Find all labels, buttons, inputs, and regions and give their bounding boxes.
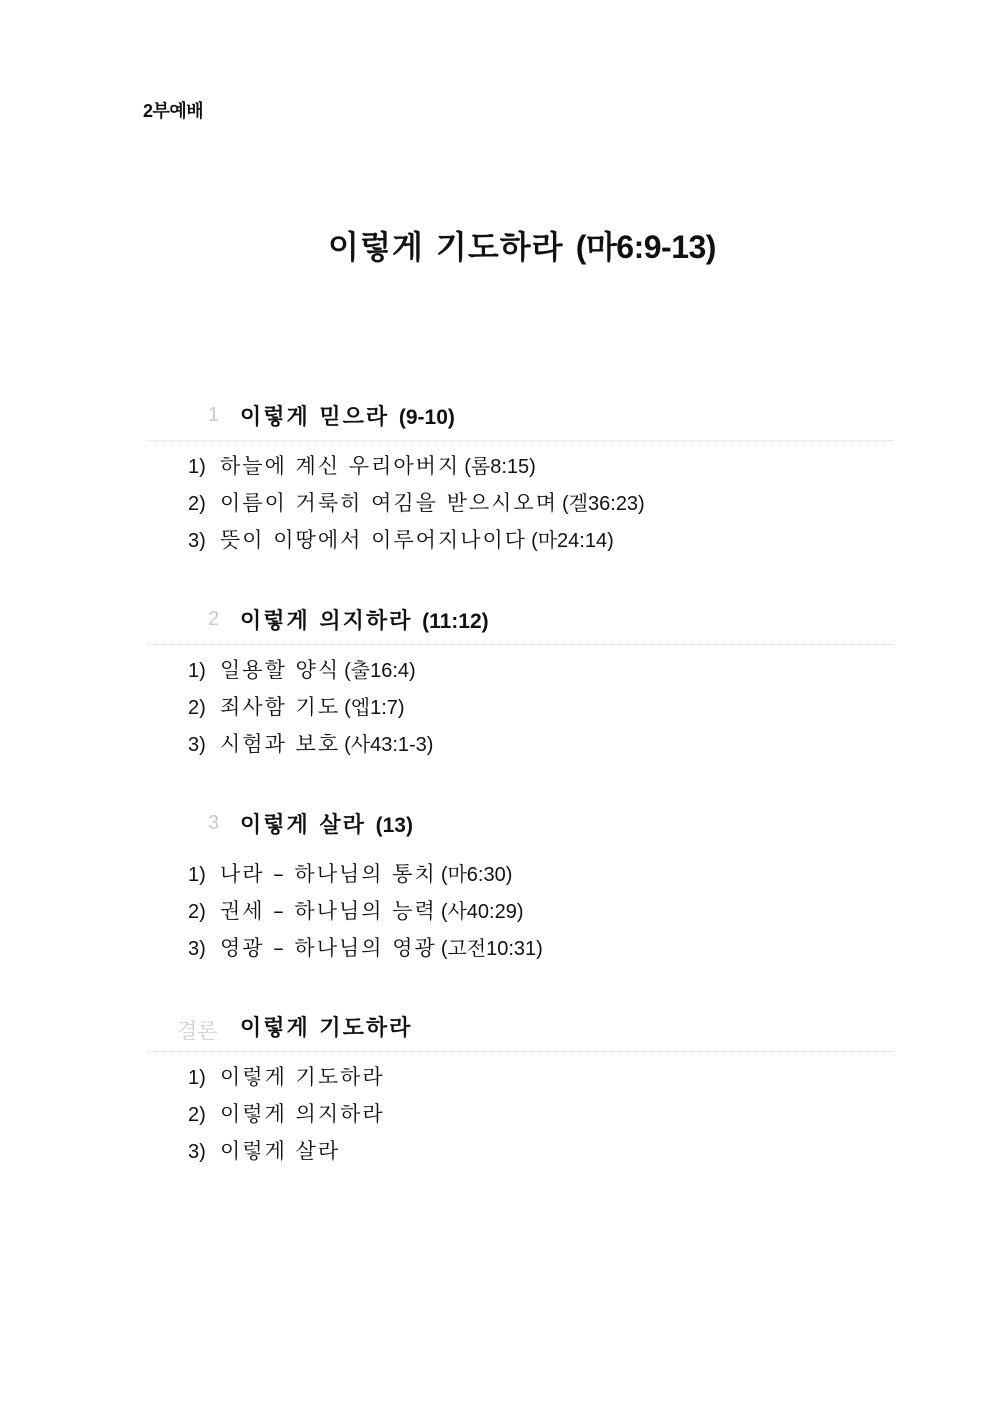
item-text: 이렇게 의지하라 (220, 1102, 385, 1126)
section-title (240, 604, 489, 635)
section-items (188, 858, 543, 969)
item-text: 시험과 보호 (220, 732, 341, 756)
list-item (188, 895, 543, 932)
item-number: 1) (188, 660, 206, 682)
section-title (240, 1011, 412, 1042)
item-number: 2) (188, 697, 206, 719)
page-title (0, 222, 996, 268)
item-number: 3) (188, 530, 206, 552)
section-items (188, 450, 645, 561)
item-text: 죄사함 기도 (220, 695, 341, 719)
item-number: 3) (188, 1141, 206, 1163)
list-item (188, 932, 543, 969)
item-number: 3) (188, 938, 206, 960)
section-title-text: 이렇게 믿으라 (240, 405, 390, 430)
item-number: 2) (188, 1104, 206, 1126)
item-text: 이름이 거룩히 여김을 받으시오며 (220, 491, 559, 515)
outline-section-2 (0, 604, 996, 756)
item-reference: (사40:29) (440, 901, 524, 923)
section-number: 2 (208, 608, 220, 630)
section-title-reference: (11:12) (422, 610, 489, 633)
section-divider (148, 440, 893, 441)
list-item (188, 654, 433, 691)
item-reference: (고전10:31) (440, 938, 543, 960)
item-number: 1) (188, 456, 206, 478)
list-item (188, 858, 543, 895)
section-title (240, 808, 413, 839)
list-item (188, 691, 433, 728)
item-reference: (마24:14) (531, 530, 614, 552)
section-heading (0, 400, 996, 434)
section-title (240, 400, 455, 431)
list-item (188, 524, 645, 561)
section-divider (148, 1051, 893, 1052)
item-reference: (롬8:15) (464, 456, 536, 478)
list-item (188, 1135, 385, 1172)
list-item (188, 1098, 385, 1135)
section-items (188, 1061, 385, 1172)
item-number: 2) (188, 901, 206, 923)
list-item (188, 450, 645, 487)
item-reference: (마6:30) (440, 864, 513, 886)
item-text: 나라 – 하나님의 통치 (220, 862, 437, 886)
item-text: 이렇게 살라 (220, 1139, 341, 1163)
section-number: 3 (208, 812, 220, 834)
outline-section-3 (0, 808, 996, 960)
item-text: 권세 – 하나님의 능력 (220, 899, 437, 923)
section-heading (0, 1011, 996, 1045)
section-title-text: 이렇게 살라 (240, 813, 366, 838)
item-reference: (엡1:7) (344, 697, 405, 719)
item-number: 1) (188, 864, 206, 886)
title-main: 이렇게 기도하라 (328, 228, 564, 266)
section-heading (0, 604, 996, 638)
service-label: 2부예배 (143, 101, 204, 121)
item-number: 2) (188, 493, 206, 515)
section-divider (148, 644, 893, 645)
section-items (188, 654, 433, 765)
item-text: 하늘에 계신 우리아버지 (220, 454, 461, 478)
outline-section-1 (0, 400, 996, 552)
section-title-text: 이렇게 의지하라 (240, 609, 413, 634)
section-title-text: 이렇게 기도하라 (240, 1016, 413, 1041)
outline-section-conclusion (0, 1011, 996, 1163)
section-number: 결론 (177, 1019, 218, 1043)
section-title-reference: (9-10) (398, 406, 455, 429)
item-text: 영광 – 하나님의 영광 (220, 936, 437, 960)
list-item (188, 728, 433, 765)
item-reference: (사43:1-3) (344, 734, 434, 756)
section-title-reference: (13) (375, 814, 413, 837)
title-reference: (마6:9-13) (575, 229, 716, 265)
item-text: 이렇게 기도하라 (220, 1065, 385, 1089)
item-text: 일용할 양식 (220, 658, 341, 682)
item-number: 3) (188, 734, 206, 756)
section-heading (0, 808, 996, 842)
section-number: 1 (208, 404, 220, 426)
list-item (188, 1061, 385, 1098)
item-number: 1) (188, 1067, 206, 1089)
item-text: 뜻이 이땅에서 이루어지나이다 (220, 528, 528, 552)
list-item (188, 487, 645, 524)
item-reference: (출16:4) (344, 660, 416, 682)
item-reference: (겔36:23) (562, 493, 645, 515)
